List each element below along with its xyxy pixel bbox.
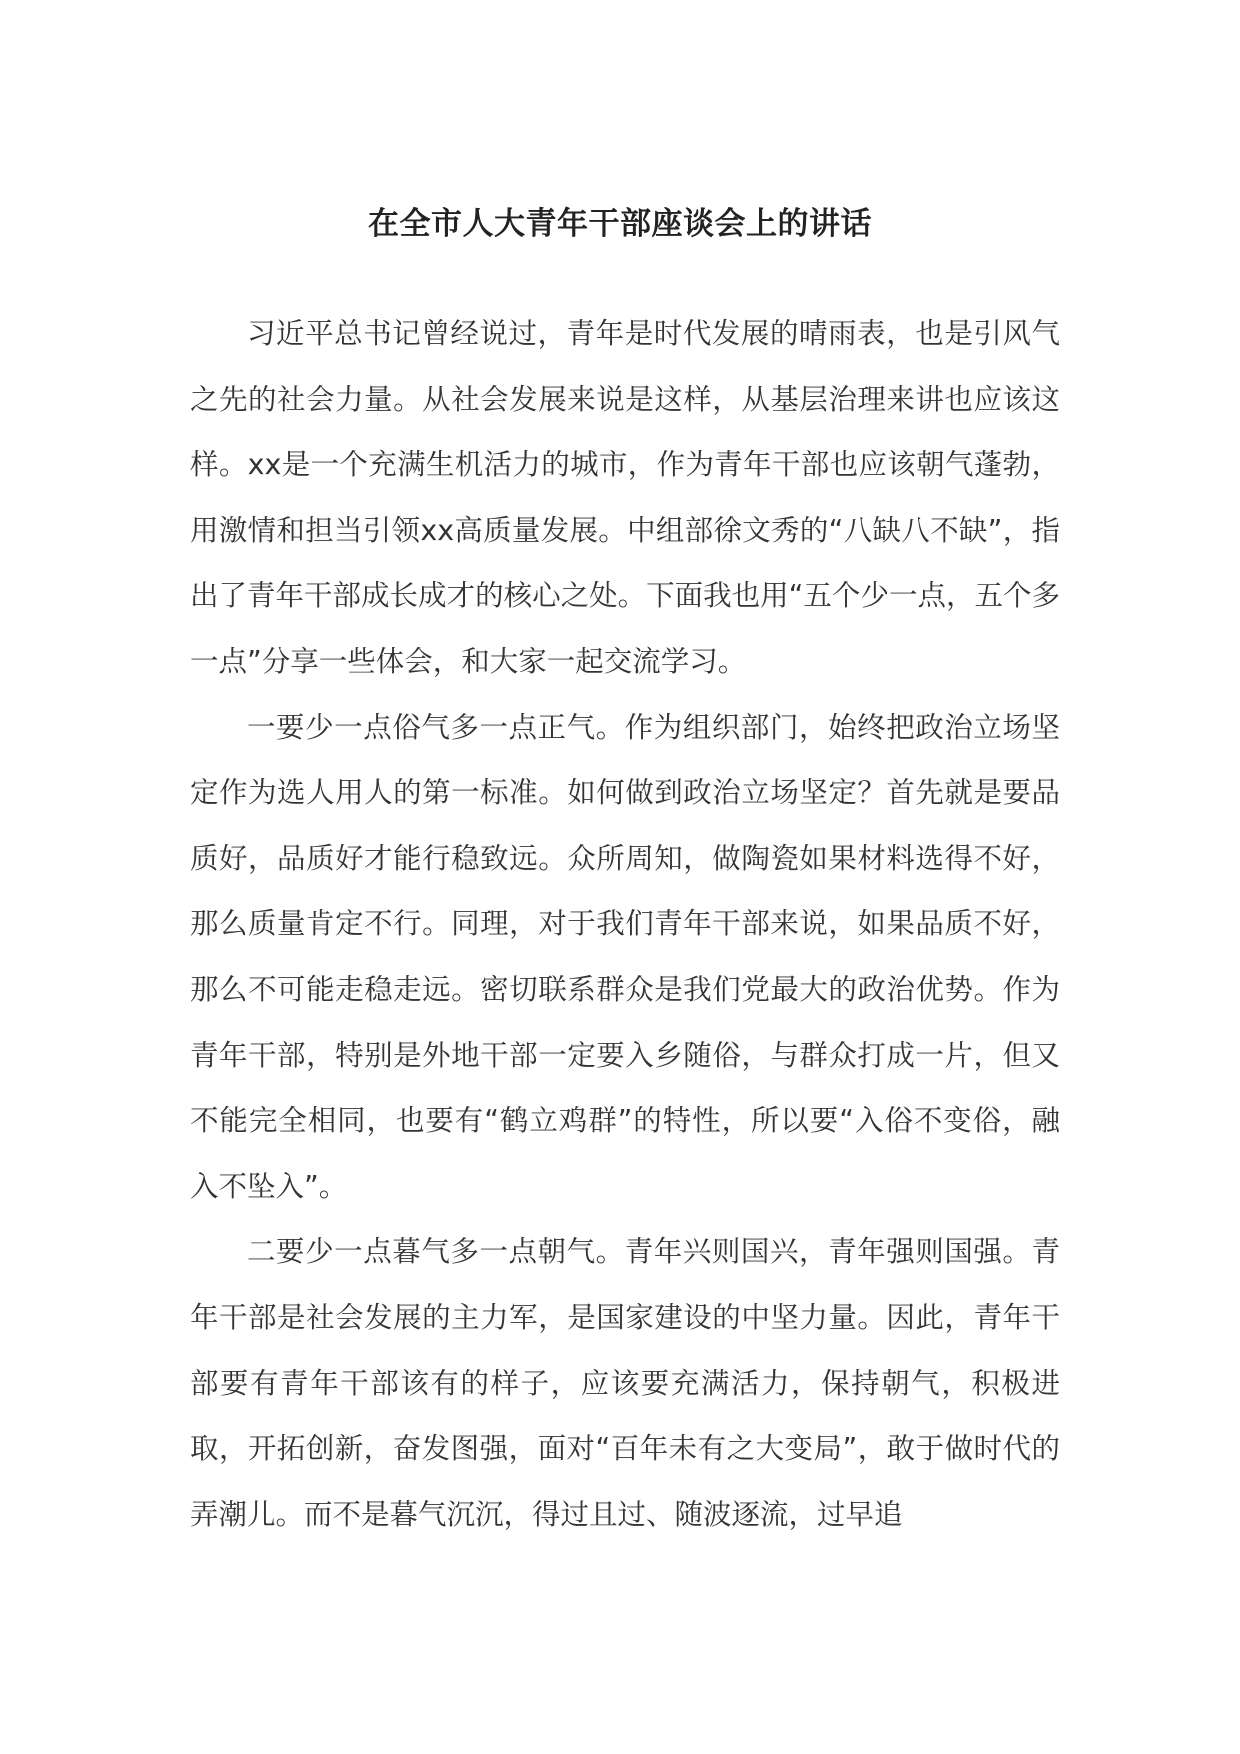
paragraph-intro: 习近平总书记曾经说过，青年是时代发展的晴雨表，也是引风气之先的社会力量。从社会发展来说是这样，从基层治理来讲也应该这样。xx是一个充满生机活力的城市，作为青年干部也应该朝气蓬勃，用激情和担当引领xx高质量发展。中组部徐文秀的“八缺八不缺”，指出了青年干部成长成才的核心之处。下面我也用“五个少一点，五个多一点”分享一些体会，和大家一起交流学习。 — [190, 317, 1060, 678]
document-body — [190, 301, 1060, 1547]
paragraph-point-two: 二要少一点暮气多一点朝气。青年兴则国兴，青年强则国强。青年干部是社会发展的主力军，是国家建设的中坚力量。因此，青年干部要有青年干部该有的样子，应该要充满活力，保持朝气，积极进取，开拓创新，奋发图强，面对“百年未有之大变局”，敢于做时代的弄潮儿。而不是暮气沉沉，得过且过、随波逐流，过早追 — [190, 1235, 1060, 1531]
document-title: 在全市人大青年干部座谈会上的讲话 — [368, 206, 872, 242]
paragraph-point-one: 一要少一点俗气多一点正气。作为组织部门，始终把政治立场坚定作为选人用人的第一标准。如何做到政治立场坚定？首先就是要品质好，品质好才能行稳致远。众所周知，做陶瓷如果材料选得不好，那么质量肯定不行。同理，对于我们青年干部来说，如果品质不好，那么不可能走稳走远。密切联系群众是我们党最大的政治优势。作为青年干部，特别是外地干部一定要入乡随俗，与群众打成一片，但又不能完全相同，也要有“鹤立鸡群”的特性，所以要“入俗不变俗，融入不坠入”。 — [190, 710, 1060, 1203]
